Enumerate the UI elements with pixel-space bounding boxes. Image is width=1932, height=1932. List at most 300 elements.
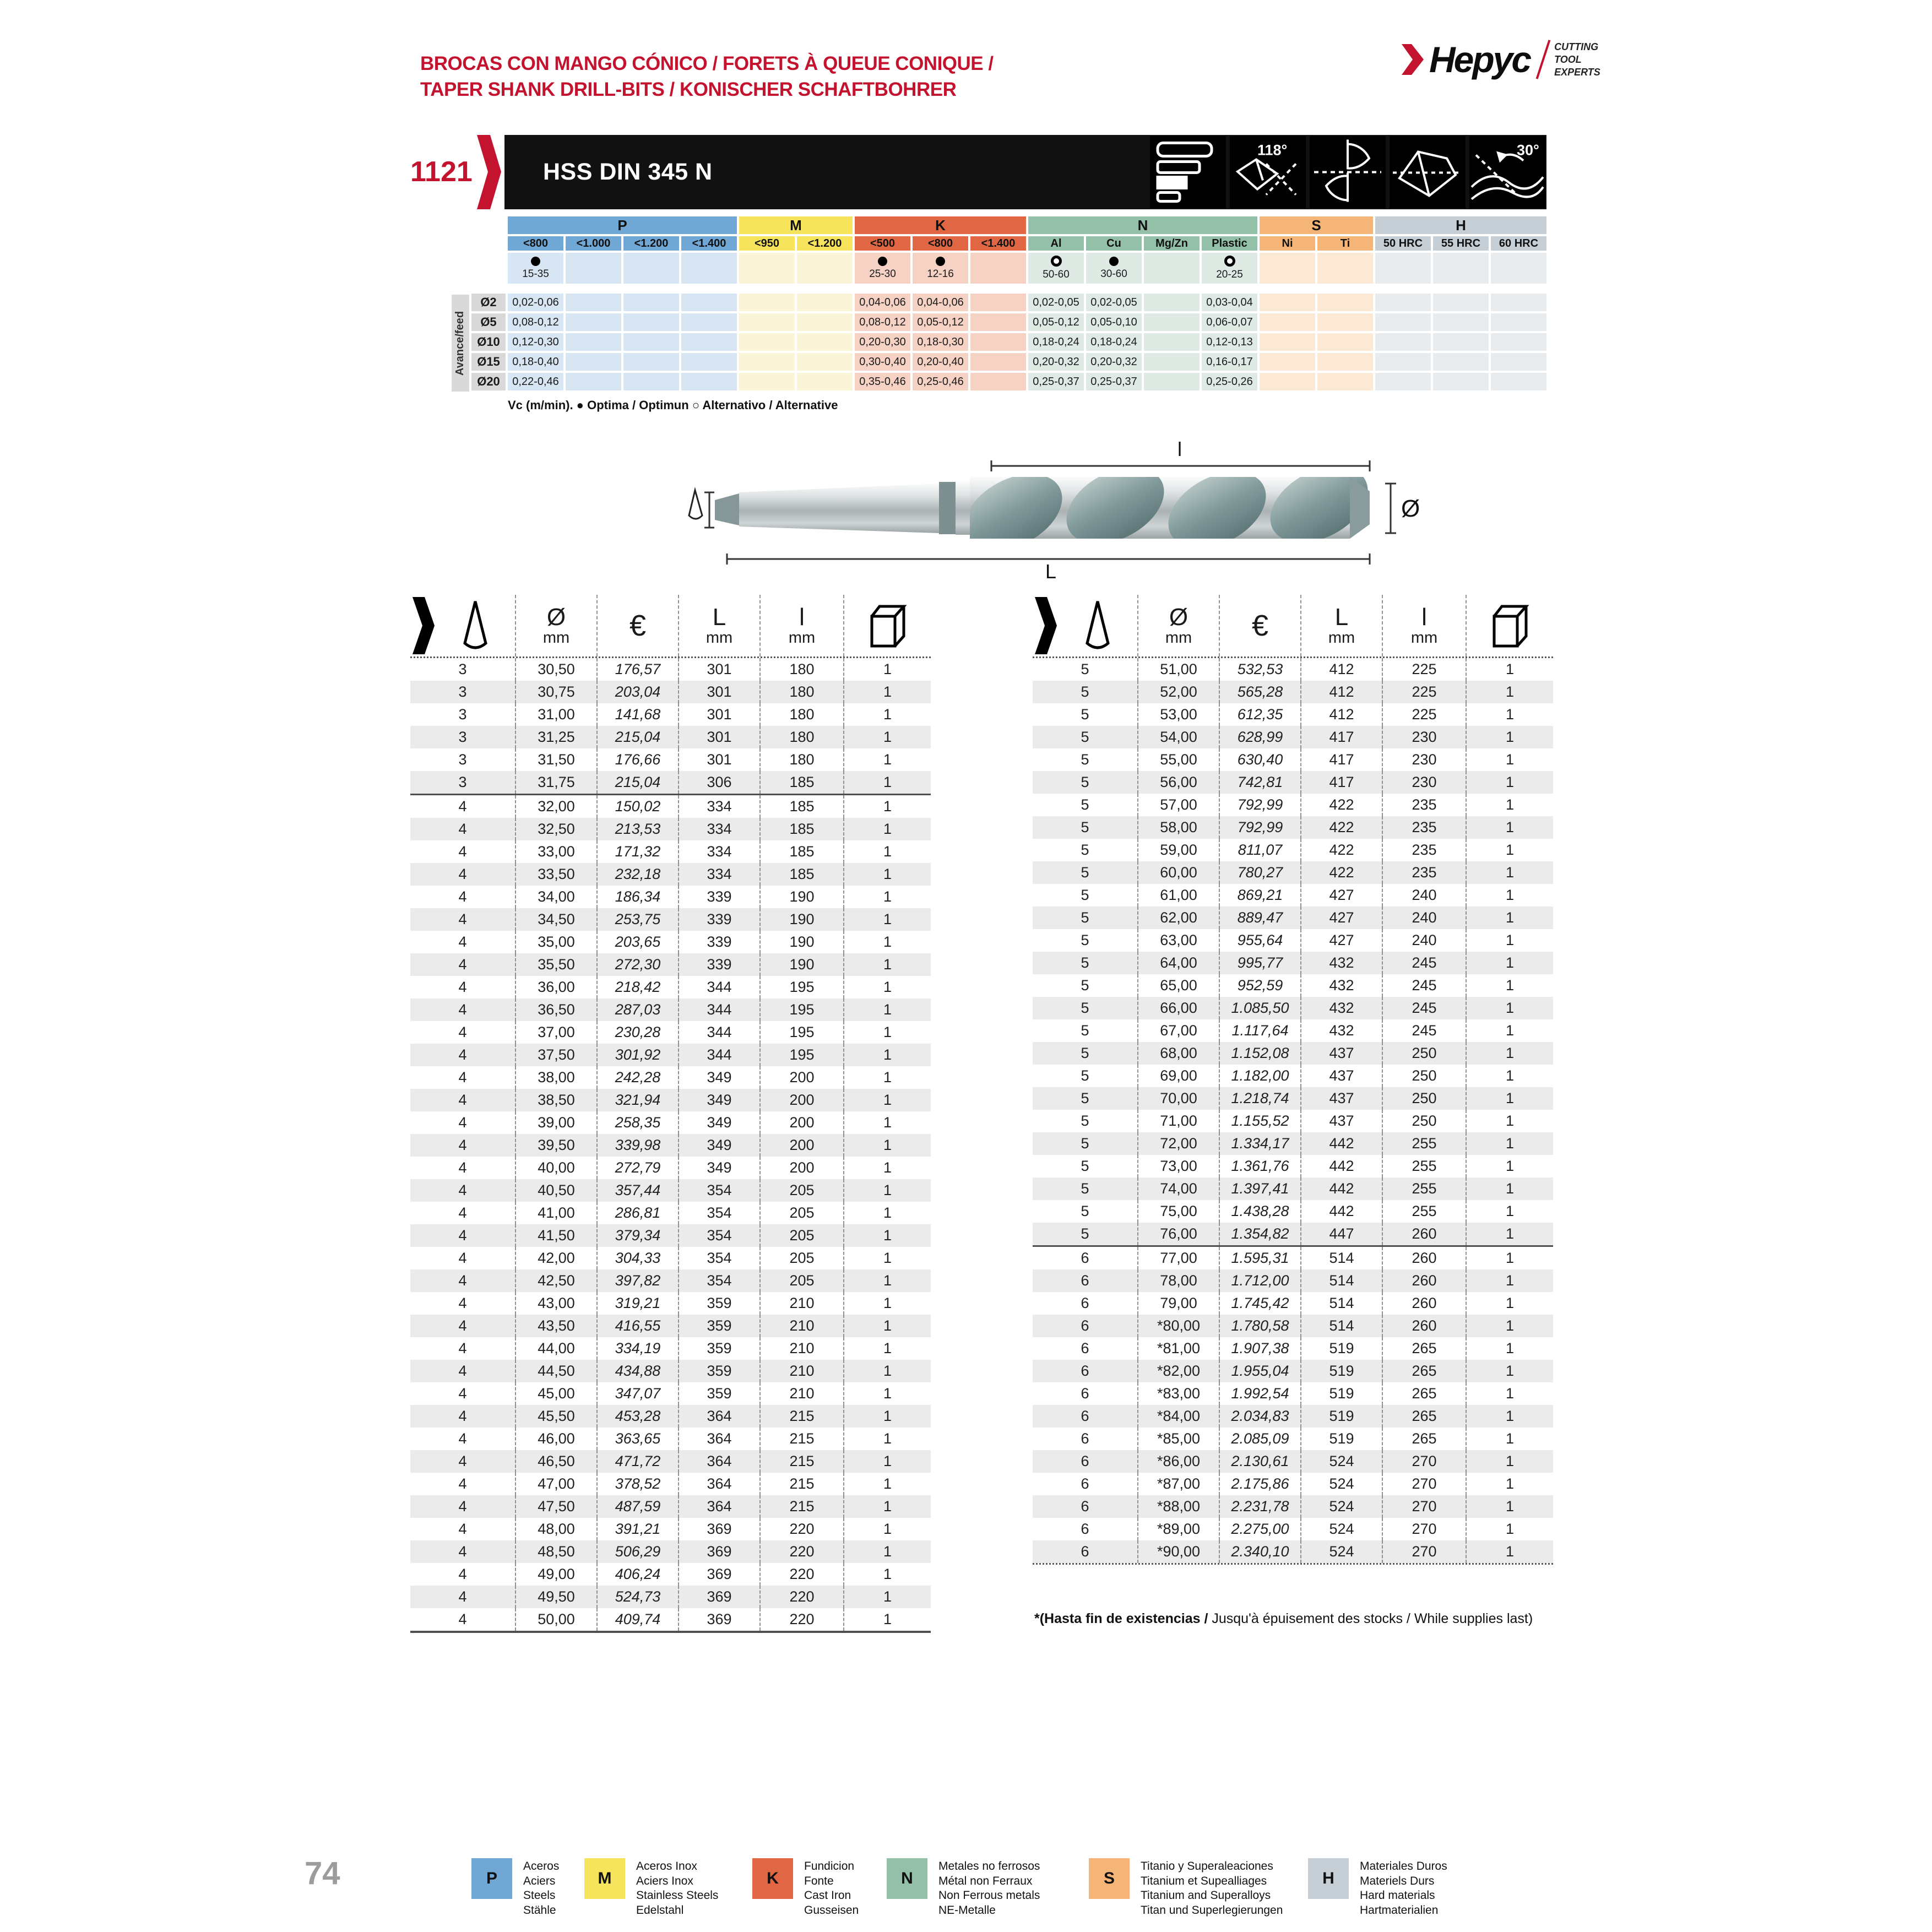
cell-length-L: 524 <box>1300 1473 1382 1495</box>
cell-diameter: 42,50 <box>515 1269 596 1292</box>
table-row <box>1033 1315 1553 1337</box>
cell-price: 1.595,31 <box>1219 1247 1300 1269</box>
cell-length-l: 240 <box>1382 929 1466 952</box>
cell-price: 301,92 <box>596 1044 678 1066</box>
cell-length-l: 180 <box>759 726 843 748</box>
cell-length-l: 200 <box>759 1111 843 1134</box>
cell-qty: 1 <box>843 1337 931 1360</box>
cell-cone: 6 <box>1081 1498 1089 1515</box>
cell-length-L: 359 <box>678 1292 759 1315</box>
table-row <box>1033 1360 1553 1382</box>
feed-value-cell <box>623 373 679 390</box>
cell-diameter: 47,50 <box>515 1495 596 1518</box>
table-row <box>410 931 931 953</box>
cell-price: 471,72 <box>596 1450 678 1473</box>
feed-value-cell: 0,20-0,40 <box>913 353 968 371</box>
cell-cone: 3 <box>458 683 467 700</box>
feed-value-cell: 0,25-0,26 <box>1202 373 1257 390</box>
spacer <box>471 216 506 234</box>
cell-diameter: 34,50 <box>515 908 596 931</box>
vc-marker <box>531 257 540 266</box>
cell-qty: 1 <box>843 726 931 748</box>
feed-value-cell: 0,04-0,06 <box>913 294 968 311</box>
legend-lines <box>523 1858 559 1918</box>
table-row <box>410 726 931 748</box>
cell-diameter: 68,00 <box>1137 1042 1219 1065</box>
header-flute-length: l mm <box>1382 595 1466 656</box>
cell-price: 1.117,64 <box>1219 1019 1300 1042</box>
legend-line: Hard materials <box>1360 1889 1435 1902</box>
cell-length-L: 447 <box>1300 1223 1382 1245</box>
legend-line: Titanio y Superaleaciones <box>1141 1860 1273 1873</box>
cell-price: 347,07 <box>596 1382 678 1405</box>
cell-length-l: 200 <box>759 1066 843 1089</box>
cell-qty: 1 <box>843 748 931 771</box>
feed-value-cell: 0,30-0,40 <box>855 353 910 371</box>
cell-diameter: 32,00 <box>515 795 596 818</box>
feed-value-cell: 0,12-0,30 <box>508 333 563 351</box>
vc-marker <box>878 257 887 266</box>
cell-cone: 4 <box>458 798 467 815</box>
table-row <box>410 1540 931 1563</box>
cell-cone: 5 <box>1081 774 1089 790</box>
cell-length-l: 270 <box>1382 1495 1466 1518</box>
cell-cone: 6 <box>1081 1408 1089 1424</box>
cell-length-L: 349 <box>678 1157 759 1179</box>
cell-length-l: 215 <box>759 1405 843 1428</box>
table-row <box>410 908 931 931</box>
cell-diameter: 30,50 <box>515 658 596 681</box>
cell-price: 357,44 <box>596 1179 678 1202</box>
feed-value-cell <box>1491 313 1546 331</box>
cell-length-l: 190 <box>759 953 843 976</box>
feed-value-cell: 0,20-0,30 <box>855 333 910 351</box>
cell-price: 952,59 <box>1219 974 1300 997</box>
cell-diameter: 78,00 <box>1137 1269 1219 1292</box>
cell-cone: 4 <box>458 1611 467 1627</box>
cell-diameter: 31,75 <box>515 771 596 794</box>
cell-qty: 1 <box>843 1315 931 1337</box>
feed-value-cell <box>1260 373 1315 390</box>
feed-value-cell <box>797 373 853 390</box>
section-chevron-icon <box>1034 597 1058 654</box>
header-packaging <box>843 595 931 656</box>
feed-value-cell <box>1260 313 1315 331</box>
table-row <box>1033 1065 1553 1087</box>
cell-length-L: 349 <box>678 1111 759 1134</box>
vc-cell <box>623 253 679 284</box>
cell-diameter: 48,00 <box>515 1518 596 1540</box>
feed-value-cell <box>970 373 1026 390</box>
cell-diameter: *85,00 <box>1137 1428 1219 1450</box>
cell-diameter: 48,50 <box>515 1540 596 1563</box>
cell-length-L: 344 <box>678 1021 759 1044</box>
cell-qty: 1 <box>843 1044 931 1066</box>
cell-qty: 1 <box>843 886 931 908</box>
legend-line: Aceros Inox <box>636 1860 697 1873</box>
tagline-line: EXPERTS <box>1554 66 1600 78</box>
table-row <box>1033 1132 1553 1155</box>
header-cone-column <box>1033 595 1137 656</box>
cell-price: 506,29 <box>596 1540 678 1563</box>
cell-diameter: 56,00 <box>1137 771 1219 794</box>
cell-cone: 6 <box>1081 1363 1089 1379</box>
cell-qty: 1 <box>1466 1247 1553 1269</box>
cell-qty: 1 <box>1466 1405 1553 1428</box>
cell-length-l: 195 <box>759 976 843 998</box>
legend-line: Non Ferrous metals <box>938 1889 1040 1902</box>
table-row <box>1033 1473 1553 1495</box>
feed-row-label: Ø2 <box>471 294 506 311</box>
table-row <box>410 1089 931 1111</box>
table-row <box>410 1292 931 1315</box>
cell-diameter: 31,25 <box>515 726 596 748</box>
feed-value-cell <box>623 353 679 371</box>
legend-letter: H <box>1308 1858 1349 1899</box>
cell-length-l: 240 <box>1382 884 1466 907</box>
material-group-header: H <box>1375 216 1546 234</box>
cell-cone: 3 <box>458 774 467 790</box>
catalog-table-header <box>1033 595 1553 658</box>
table-row <box>410 886 931 908</box>
cell-qty: 1 <box>843 931 931 953</box>
legend-item <box>1089 1858 1283 1918</box>
brand-name: Hepyc <box>1429 39 1531 80</box>
table-row <box>410 681 931 703</box>
cutting-parameters-table <box>471 216 1546 390</box>
cell-qty: 1 <box>843 1473 931 1495</box>
product-name: HSS DIN 345 N <box>543 159 713 185</box>
table-row <box>1033 1405 1553 1428</box>
cell-price: 995,77 <box>1219 952 1300 974</box>
page-title-line1: BROCAS CON MANGO CÓNICO / FORETS À QUEUE CONIQUE / <box>420 53 994 74</box>
cell-diameter: 51,00 <box>1137 658 1219 681</box>
cell-diameter: 38,50 <box>515 1089 596 1111</box>
cell-price: 1.155,52 <box>1219 1110 1300 1132</box>
cell-diameter: 37,00 <box>515 1021 596 1044</box>
feed-value-cell <box>739 373 795 390</box>
feed-value-cell: 0,02-0,06 <box>508 294 563 311</box>
cell-cone: 6 <box>1081 1340 1089 1356</box>
table-row <box>410 658 931 681</box>
table-row <box>1033 1292 1553 1315</box>
cell-price: 630,40 <box>1219 748 1300 771</box>
cell-length-l: 260 <box>1382 1247 1466 1269</box>
vc-cell <box>739 253 795 284</box>
cell-price: 811,07 <box>1219 839 1300 861</box>
cell-diameter: 63,00 <box>1137 929 1219 952</box>
cell-length-L: 422 <box>1300 839 1382 861</box>
feed-value-cell <box>1317 313 1373 331</box>
cell-qty: 1 <box>1466 1065 1553 1087</box>
cell-qty: 1 <box>1466 771 1553 794</box>
cell-price: 1.745,42 <box>1219 1292 1300 1315</box>
cell-price: 612,35 <box>1219 703 1300 726</box>
cell-length-L: 519 <box>1300 1337 1382 1360</box>
cell-length-L: 339 <box>678 953 759 976</box>
cell-qty: 1 <box>843 658 931 681</box>
cell-qty: 1 <box>1466 703 1553 726</box>
material-subcolumn-header: <500 <box>855 236 910 251</box>
table-row <box>410 976 931 998</box>
feed-value-cell: 0,05-0,10 <box>1086 313 1142 331</box>
table-row <box>410 1044 931 1066</box>
cell-length-l: 235 <box>1382 794 1466 816</box>
product-chevron-icon <box>474 135 502 209</box>
vc-cell <box>1375 253 1431 284</box>
cell-price: 232,18 <box>596 863 678 886</box>
cell-diameter: 74,00 <box>1137 1177 1219 1200</box>
cell-cone: 5 <box>1081 887 1089 903</box>
cell-qty: 1 <box>1466 681 1553 703</box>
cell-diameter: *81,00 <box>1137 1337 1219 1360</box>
catalog-table-body <box>1033 658 1553 1565</box>
header-price: € <box>596 595 678 656</box>
cell-cone: 6 <box>1081 1295 1089 1311</box>
diameter-label: Ø <box>1401 495 1420 522</box>
cell-cone: 4 <box>458 1498 467 1515</box>
cell-cone: 4 <box>458 1114 467 1131</box>
cell-cone: 4 <box>458 1137 467 1153</box>
flute-length-label: l <box>1177 438 1182 460</box>
cell-cone: 5 <box>1081 1112 1089 1129</box>
cell-cone: 3 <box>458 729 467 745</box>
cell-length-L: 369 <box>678 1586 759 1608</box>
cell-cone: 4 <box>458 934 467 950</box>
product-code: 1121 <box>410 156 473 188</box>
cell-qty: 1 <box>843 976 931 998</box>
cell-price: 218,42 <box>596 976 678 998</box>
cell-price: 1.712,00 <box>1219 1269 1300 1292</box>
cell-diameter: 67,00 <box>1137 1019 1219 1042</box>
cell-length-L: 301 <box>678 658 759 681</box>
box-icon <box>1490 602 1531 649</box>
cell-length-l: 180 <box>759 703 843 726</box>
cell-qty: 1 <box>843 1382 931 1405</box>
vc-cell <box>1433 253 1489 284</box>
cell-length-l: 260 <box>1382 1223 1466 1245</box>
cell-length-l: 200 <box>759 1134 843 1157</box>
cell-price: 186,34 <box>596 886 678 908</box>
cell-diameter: 30,75 <box>515 681 596 703</box>
cell-price: 2.231,78 <box>1219 1495 1300 1518</box>
legend-lines <box>1360 1858 1447 1918</box>
table-row <box>1033 681 1553 703</box>
cell-length-L: 524 <box>1300 1518 1382 1540</box>
legend-letter: S <box>1089 1858 1130 1899</box>
page-number: 74 <box>305 1855 340 1891</box>
cell-price: 409,74 <box>596 1608 678 1631</box>
cell-length-L: 417 <box>1300 771 1382 794</box>
cell-qty: 1 <box>1466 1540 1553 1563</box>
cell-length-l: 250 <box>1382 1042 1466 1065</box>
cell-price: 434,88 <box>596 1360 678 1382</box>
cell-qty: 1 <box>1466 794 1553 816</box>
cell-price: 176,57 <box>596 658 678 681</box>
cell-qty: 1 <box>843 840 931 863</box>
cell-diameter: 32,50 <box>515 818 596 840</box>
cell-qty: 1 <box>843 1518 931 1540</box>
table-row <box>410 840 931 863</box>
header-diameter: Ø mm <box>515 595 596 656</box>
stock-footnote <box>1034 1611 1533 1627</box>
legend-line: Fundicion <box>804 1860 855 1873</box>
cell-length-L: 354 <box>678 1202 759 1224</box>
cell-cone: 4 <box>458 1408 467 1424</box>
cell-cone: 4 <box>458 1317 467 1334</box>
table-row <box>1033 748 1553 771</box>
cell-cone: 5 <box>1081 1045 1089 1061</box>
logo-chevron-icon <box>1402 42 1427 77</box>
cell-diameter: 39,50 <box>515 1134 596 1157</box>
cell-length-l: 210 <box>759 1315 843 1337</box>
table-row <box>410 818 931 840</box>
cell-diameter: 54,00 <box>1137 726 1219 748</box>
cell-price: 272,30 <box>596 953 678 976</box>
cell-price: 1.438,28 <box>1219 1200 1300 1223</box>
cell-length-l: 205 <box>759 1202 843 1224</box>
cell-length-L: 427 <box>1300 929 1382 952</box>
cell-price: 889,47 <box>1219 907 1300 929</box>
cell-diameter: *84,00 <box>1137 1405 1219 1428</box>
table-row <box>410 1405 931 1428</box>
feed-value-cell: 0,06-0,07 <box>1202 313 1257 331</box>
cell-cone: 4 <box>458 1363 467 1379</box>
legend-letter: M <box>584 1858 625 1899</box>
feed-value-cell <box>1144 373 1200 390</box>
cell-price: 1.152,08 <box>1219 1042 1300 1065</box>
product-header-bar <box>504 135 1546 209</box>
cell-qty: 1 <box>843 703 931 726</box>
cell-cone: 4 <box>458 1204 467 1221</box>
material-subcolumn-header: <950 <box>739 236 795 251</box>
material-subcolumn-header: <1.400 <box>681 236 737 251</box>
cell-cone: 4 <box>458 1182 467 1198</box>
cell-cone: 4 <box>458 1001 467 1018</box>
cell-price: 1.218,74 <box>1219 1087 1300 1110</box>
cell-price: 213,53 <box>596 818 678 840</box>
material-subcolumn-header: <1.200 <box>797 236 853 251</box>
cell-qty: 1 <box>843 1428 931 1450</box>
vc-cell <box>1086 253 1142 284</box>
cell-cone: 5 <box>1081 751 1089 768</box>
material-subcolumn-header: Al <box>1028 236 1084 251</box>
legend-line: Cast Iron <box>804 1889 851 1902</box>
cell-length-l: 190 <box>759 908 843 931</box>
cell-diameter: 43,00 <box>515 1292 596 1315</box>
table-row <box>410 953 931 976</box>
table-row <box>1033 794 1553 816</box>
cell-length-l: 255 <box>1382 1132 1466 1155</box>
table-row <box>1033 1495 1553 1518</box>
cell-length-L: 349 <box>678 1089 759 1111</box>
feed-value-cell <box>1260 353 1315 371</box>
cell-cone: 3 <box>458 661 467 677</box>
cell-price: 1.085,50 <box>1219 997 1300 1019</box>
cell-length-l: 230 <box>1382 771 1466 794</box>
vc-marker <box>1109 257 1119 266</box>
table-row <box>1033 1200 1553 1223</box>
vc-cell <box>970 253 1026 284</box>
legend-letter: P <box>471 1858 512 1899</box>
legend-line: Aciers <box>523 1874 556 1887</box>
header-total-length: L mm <box>678 595 759 656</box>
vc-value: 50-60 <box>1043 269 1070 280</box>
table-row <box>1033 1019 1553 1042</box>
legend-letter: K <box>752 1858 793 1899</box>
cell-qty: 1 <box>1466 1337 1553 1360</box>
cell-length-L: 519 <box>1300 1428 1382 1450</box>
cell-qty: 1 <box>843 795 931 818</box>
cell-diameter: 33,00 <box>515 840 596 863</box>
cell-diameter: 57,00 <box>1137 794 1219 816</box>
cell-length-L: 514 <box>1300 1315 1382 1337</box>
morse-taper-icon <box>1081 598 1115 653</box>
cell-length-l: 260 <box>1382 1269 1466 1292</box>
cell-qty: 1 <box>843 1608 931 1631</box>
cell-qty: 1 <box>843 1450 931 1473</box>
cell-diameter: 40,00 <box>515 1157 596 1179</box>
cell-cone: 4 <box>458 1069 467 1086</box>
table-row <box>1033 1110 1553 1132</box>
cell-length-l: 190 <box>759 886 843 908</box>
cell-length-L: 369 <box>678 1563 759 1586</box>
feed-value-cell: 0,03-0,04 <box>1202 294 1257 311</box>
cell-price: 150,02 <box>596 795 678 818</box>
cell-qty: 1 <box>843 1405 931 1428</box>
legend-lines <box>1141 1858 1283 1918</box>
cell-length-L: 301 <box>678 748 759 771</box>
feed-row-label: Ø15 <box>471 353 506 371</box>
cell-diameter: 64,00 <box>1137 952 1219 974</box>
cell-diameter: 62,00 <box>1137 907 1219 929</box>
legend-lines <box>938 1858 1040 1918</box>
feed-value-cell: 0,12-0,13 <box>1202 333 1257 351</box>
cell-cone: 4 <box>458 843 467 860</box>
cell-diameter: *88,00 <box>1137 1495 1219 1518</box>
feed-value-cell <box>681 373 737 390</box>
cell-price: 780,27 <box>1219 861 1300 884</box>
legend-item <box>471 1858 559 1918</box>
logo-slash <box>1536 40 1551 79</box>
cell-qty: 1 <box>1466 1473 1553 1495</box>
cell-price: 287,03 <box>596 998 678 1021</box>
cell-cone: 4 <box>458 1024 467 1040</box>
cell-length-L: 364 <box>678 1428 759 1450</box>
feed-value-cell <box>566 373 621 390</box>
cell-diameter: 42,00 <box>515 1247 596 1269</box>
catalog-table-header <box>410 595 931 658</box>
cell-length-l: 180 <box>759 658 843 681</box>
vc-cell <box>1317 253 1373 284</box>
cell-price: 286,81 <box>596 1202 678 1224</box>
cell-length-l: 220 <box>759 1518 843 1540</box>
cell-diameter: 55,00 <box>1137 748 1219 771</box>
cell-price: 176,66 <box>596 748 678 771</box>
legend-line: Aceros <box>523 1860 560 1873</box>
cell-cone: 6 <box>1081 1430 1089 1447</box>
cell-diameter: 49,50 <box>515 1586 596 1608</box>
cell-qty: 1 <box>843 953 931 976</box>
cell-diameter: 71,00 <box>1137 1110 1219 1132</box>
feed-value-cell: 0,02-0,05 <box>1086 294 1142 311</box>
table-row <box>1033 1223 1553 1245</box>
legend-line: Hartmaterialien <box>1360 1903 1439 1917</box>
total-length-label: L <box>1045 560 1057 583</box>
cell-price: 416,55 <box>596 1315 678 1337</box>
table-row <box>1033 658 1553 681</box>
feed-value-cell <box>1260 333 1315 351</box>
